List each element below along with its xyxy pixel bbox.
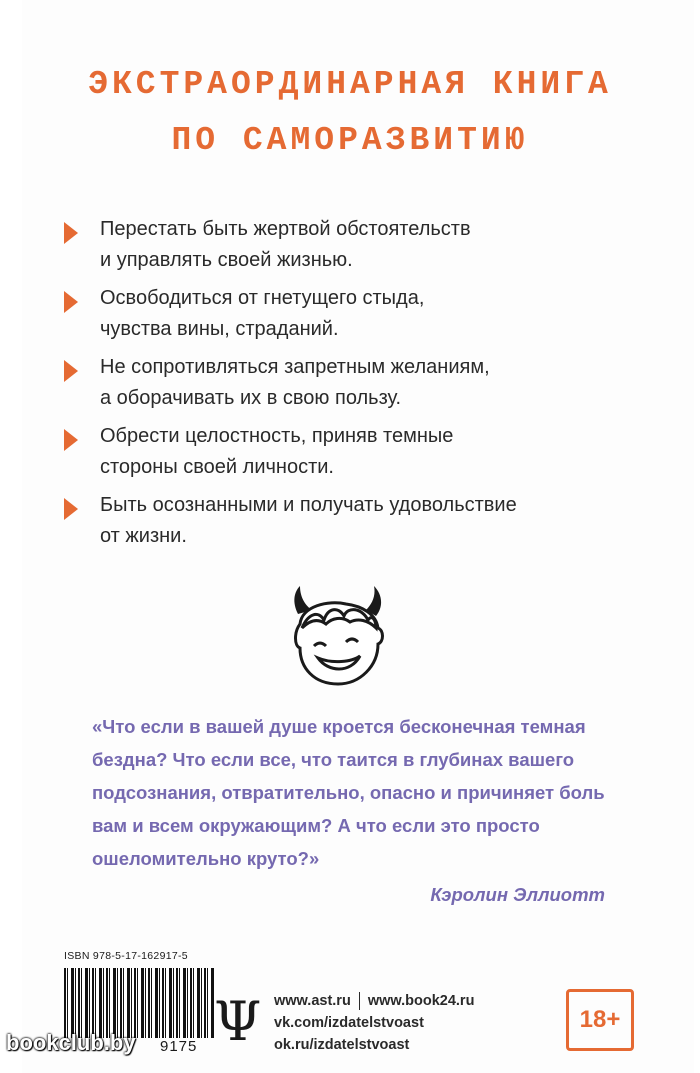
watermark: bookclub.by [6, 1030, 136, 1055]
list-item [60, 352, 660, 414]
links-row-1 [274, 990, 474, 1012]
list-item [60, 421, 660, 483]
link-vk[interactable]: vk.com/izdatelstvoast [274, 1015, 424, 1031]
triangle-bullet-icon [64, 498, 78, 520]
list-item [60, 214, 660, 276]
list-item-text: Освободиться от гнетущего стыда, чувства вины, страданий. [100, 287, 425, 340]
list-item-text: Перестать быть жертвой обстоятельств и управлять своей жизнью. [100, 218, 471, 271]
triangle-bullet-icon [64, 291, 78, 313]
link-book24[interactable]: www.book24.ru [367, 993, 475, 1009]
triangle-bullet-icon [64, 222, 78, 244]
devil-face-icon [288, 584, 388, 694]
barcode-digits: 9175 [160, 1038, 198, 1055]
quote-text: «Что если в вашей душе кроется бесконечная темная бездна? Что если все, что таится в глубинах вашего подсознания, отвратительно, опасно и причиняет боль вам и всем окружающим? А что если это просто ошеломительно круто?» [92, 716, 605, 869]
list-item-text: Не сопротивляться запретным желаниям, а оборачивать их в свою пользу. [100, 356, 490, 409]
list-item [60, 283, 660, 345]
heading-line-1: ЭКСТРАОРДИНАРНАЯ КНИГА [88, 66, 612, 103]
list-item-text: Быть осознанными и получать удовольствие от жизни. [100, 494, 517, 547]
benefit-list [60, 214, 660, 559]
heading-line-2: ПО САМОРАЗВИТИЮ [171, 122, 529, 159]
publisher-logo-icon: Ψ [214, 990, 262, 1053]
list-item [60, 490, 660, 552]
link-ok[interactable]: ok.ru/izdatelstvoast [274, 1037, 410, 1053]
divider [359, 992, 360, 1010]
publisher-links [274, 990, 474, 1056]
list-item-text: Обрести целостность, приняв темные стороны своей личности. [100, 425, 454, 478]
age-rating-badge: 18+ [566, 989, 634, 1051]
barcode-image [64, 968, 214, 1038]
quote-author: Кэролин Эллиотт [430, 884, 605, 905]
triangle-bullet-icon [64, 429, 78, 451]
isbn-label: ISBN 978-5-17-162917-5 [64, 950, 188, 962]
triangle-bullet-icon [64, 360, 78, 382]
link-ast[interactable]: www.ast.ru [274, 993, 351, 1009]
